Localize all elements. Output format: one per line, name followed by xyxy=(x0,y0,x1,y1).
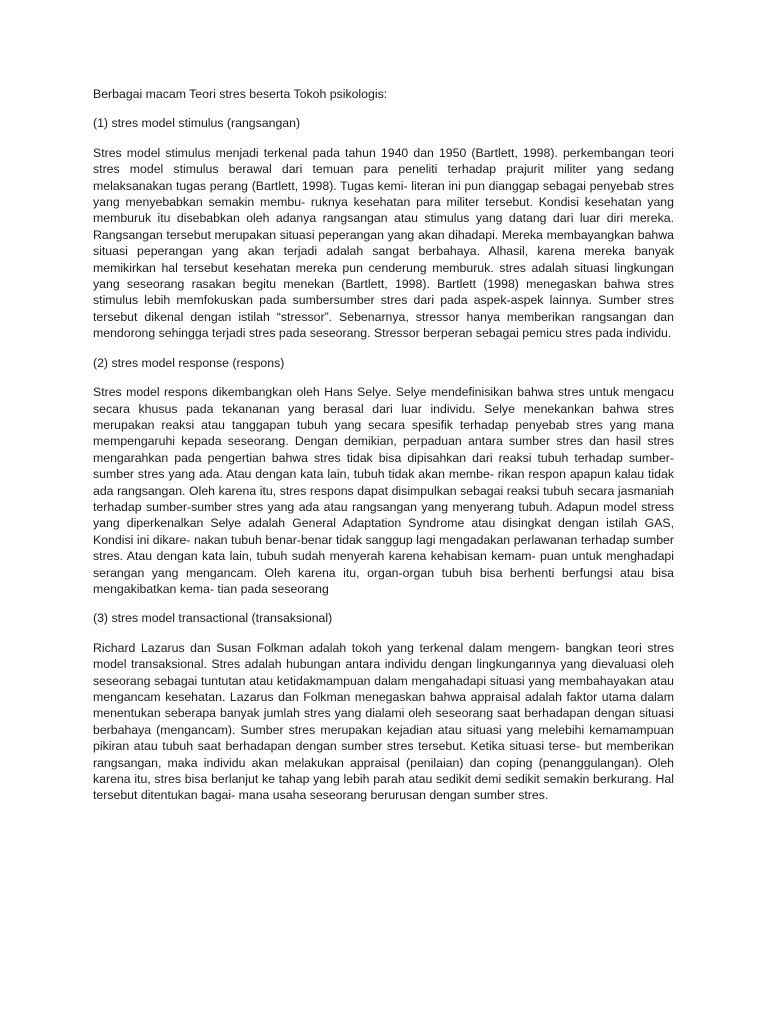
section-2-body: Stres model respons dikembangkan oleh Hans Selye. Selye mendefinisikan bahwa stres untuk mengacu secara khusus pada tekananan yang berasal dari luar individu. Selye menekankan bahwa stres merupakan reaksi atau tanggapan tubuh yang secara spesifik terhadap penyebab stres yang mana mempengaruhi kepada seseorang. Dengan demikian, perpaduan antara sumber stres dan hasil stres mengarahkan pada pengertian bahwa stres tidak bisa dipisahkan dari reaksi tubuh terhadap sumber-sumber stres yang ada. Atau dengan kata lain, tubuh tidak akan membe- rikan respon apapun kalau tidak ada rangsangan. Oleh karena itu, stres respons dapat disimpulkan sebagai reaksi tubuh secara jasmaniah terhadap sumber-sumber stres yang ada atau rangsangan yang menyerang tubuh. Adapun model stress yang diperkenalkan Selye adalah General Adaptation Syndrome atau disingkat dengan istilah GAS, Kondisi ini dikare- nakan tubuh benar-benar tidak sanggup lagi mengadakan perlawanan terhadap sumber stres. Atau dengan kata lain, tubuh sudah menyerah karena kehabisan kemam- puan untuk menghadapi serangan yang mengancam. Oleh karena itu, organ-organ tubuh bisa berhenti berfungsi atau bisa mengakibatkan kema- tian pada seseorang xyxy=(93,385,674,596)
section-2-heading: (2) stres model response (respons) xyxy=(93,355,285,370)
section-3-heading: (3) stres model transactional (transaksional) xyxy=(93,611,333,626)
document-page xyxy=(93,86,674,817)
section-1-heading: (1) stres model stimulus (rangsangan) xyxy=(93,116,301,131)
document-title: Berbagai macam Teori stres beserta Tokoh psikologis: xyxy=(93,87,388,101)
section-3-body: Richard Lazarus dan Susan Folkman adalah tokoh yang terkenal dalam mengem- bangkan teori stres model transaksional. Stres adalah hubungan antara individu dengan lingkungannya yang dievaluasi oleh seseorang sebagai tuntutan atau ketidakmampuan dalam mengahadapi situasi yang membahayakan atau mengancam kesehatan. Lazarus dan Folkman menegaskan bahwa appraisal adalah faktor utama dalam menentukan seberapa banyak jumlah stres yang dialami oleh seseorang saat berhadapan dengan situasi berbahaya (mengancam). Sumber stres merupakan kejadian atau situasi yang melebihi kemamampuan pikiran atau tubuh saat berhadapan dengan sumber stres tersebut. Ketika situasi terse- but memberikan rangsangan, maka individu akan melakukan appraisal (penilaian) dan coping (penanggulangan). Oleh karena itu, stres bisa berlanjut ke tahap yang lebih parah atau sedikit demi sedikit semakin berkurang. Hal tersebut ditentukan bagai- mana usaha seseorang berurusan dengan sumber stres. xyxy=(93,640,674,803)
section-1-body: Stres model stimulus menjadi terkenal pada tahun 1940 dan 1950 (Bartlett, 1998). perkembangan teori stres model stimulus berawal dari temuan para peneliti terhadap prajurit militer yang sedang melaksanakan tugas perang (Bartlett, 1998). Tugas kemi- literan ini pun dianggap sebagai penyebab stres yang menyebabkan semakin membu- ruknya kesehatan para militer tersebut. Kondisi kesehatan yang memburuk itu disebabkan oleh adanya rangsangan atau stimulus yang datang dari luar diri mereka. Rangsangan tersebut merupakan situasi peperangan yang akan dihadapi. Mereka membayangkan bahwa situasi peperangan yang akan terjadi adalah sangat berbahaya. Alhasil, karena mereka banyak memikirkan hal tersebut kesehatan mereka pun cenderung memburuk. stres adalah situasi lingkungan yang seseorang rasakan begitu menekan (Bartlett, 1998). Bartlett (1998) menegaskan bahwa stres stimulus lebih memfokuskan pada sumbersumber stres dari pada aspek-aspek lainnya. Sumber stres tersebut dikenal dengan istilah “stressor”. Sebenarnya, stressor hanya memberikan rangsangan dan mendorong sehingga terjadi stres pada seseorang. Stressor berperan sebagai pemicu stres pada individu. xyxy=(93,145,674,341)
